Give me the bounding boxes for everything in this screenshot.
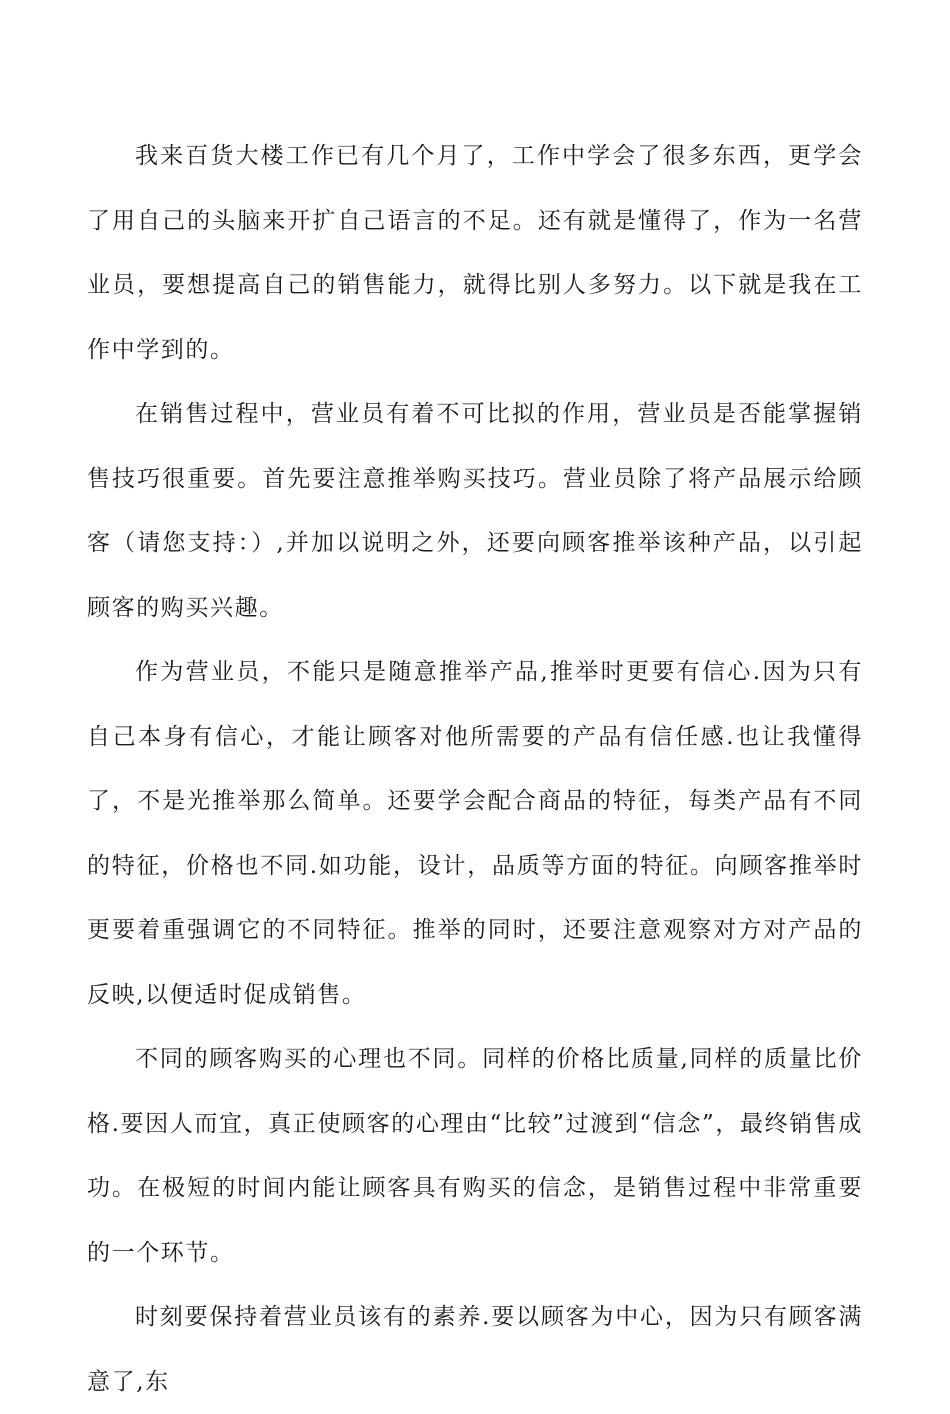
paragraph-1: 我来百货大楼工作已有几个月了，工作中学会了很多东西，更学会了用自己的头脑来开扩自己语言的不足。还有就是懂得了，作为一名营业员，要想提高自己的销售能力，就得比别人多努力。以下就是我在工作中学到的。: [87, 143, 863, 363]
paragraph-4: 不同的顾客购买的心理也不同。同样的价格比质量,同样的质量比价格.要因人而宜，真正使顾客的心理由“比较”过渡到“信念”，最终销售成功。在极短的时间内能让顾客具有购买的信念，是销售过程中非常重要的一个环节。: [87, 1046, 863, 1266]
paragraph-5: 时刻要保持着营业员该有的素养.要以顾客为中心，因为只有顾客满意了,东: [87, 1304, 863, 1395]
document-body: [87, 124, 863, 1414]
paragraph-3: 作为营业员，不能只是随意推举产品,推举时更要有信心.因为只有自己本身有信心，才能让顾客对他所需要的产品有信任感.也让我懂得了，不是光推举那么简单。还要学会配合商品的特征，每类产品有不同的特征，价格也不同.如功能，设计，品质等方面的特征。向顾客推举时更要着重强调它的不同特征。推举的同时，还要注意观察对方对产品的反映,以便适时促成销售。: [87, 659, 863, 1008]
paragraph-2: 在销售过程中，营业员有着不可比拟的作用，营业员是否能掌握销售技巧很重要。首先要注意推举购买技巧。营业员除了将产品展示给顾客（请您支持：）,并加以说明之外，还要向顾客推举该种产品，以引起顾客的购买兴趣。: [87, 401, 863, 621]
